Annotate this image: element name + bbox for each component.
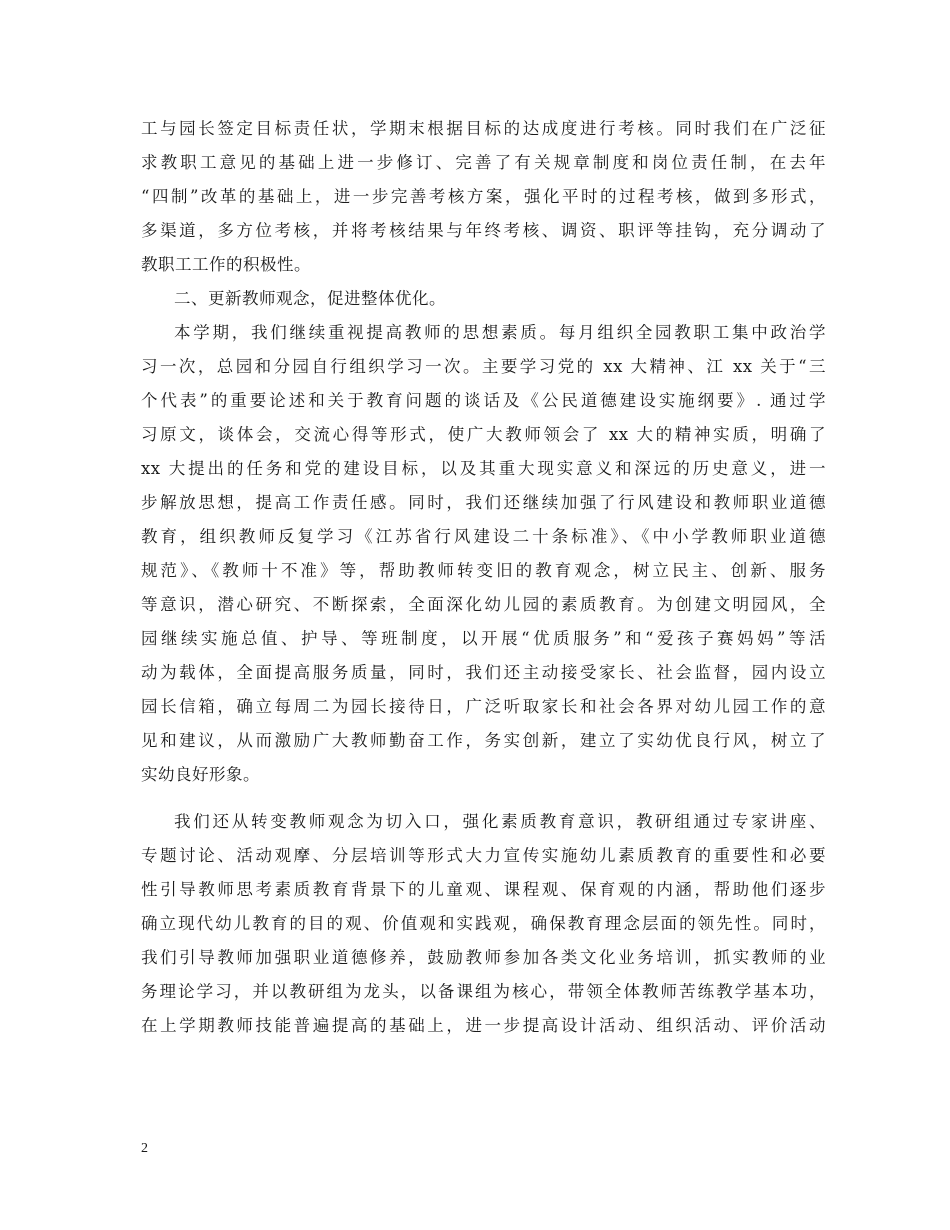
- paragraph-gap: [141, 792, 826, 805]
- text-line: 多渠道，多方位考核，并将考核结果与年终考核、调资、职评等挂钩，充分调动了: [141, 221, 826, 240]
- text-line: xx 大提出的任务和党的建设目标，以及其重大现实意义和深远的历史意义，进一: [141, 459, 826, 478]
- text-line: 习一次，总园和分园自行组织学习一次。主要学习党的 xx 大精神、江 xx 关于“三: [141, 357, 826, 376]
- text-line: 等意识，潜心研究、不断探索，全面深化幼儿园的素质教育。为创建文明园风，全: [141, 595, 826, 614]
- text-line: 习原文，谈体会，交流心得等形式，使广大教师领会了 xx 大的精神实质，明确了: [141, 425, 826, 444]
- text-line: 专题讨论、活动观摩、分层培训等形式大力宣传实施幼儿素质教育的重要性和必要: [141, 846, 826, 865]
- text-line: 步解放思想，提高工作责任感。同时，我们还继续加强了行风建设和教师职业道德: [141, 493, 826, 512]
- paragraph: [141, 805, 826, 1043]
- text-line: 工与园长签定目标责任状，学期末根据目标的达成度进行考核。同时我们在广泛征: [141, 119, 826, 138]
- text-line: 务理论学习，并以教研组为龙头，以备课组为核心，带领全体教师苦练教学基本功，: [141, 982, 826, 1001]
- text-line: 规范》、《教师十不准》等，帮助教师转变旧的教育观念，树立民主、创新、服务: [141, 561, 826, 580]
- text-line: 确立现代幼儿教育的目的观、价值观和实践观，确保教育理念层面的领先性。同时，: [141, 914, 826, 933]
- text-line: 我们还从转变教师观念为切入口，强化素质教育意识，教研组通过专家讲座、: [174, 812, 826, 831]
- document-body: [141, 112, 826, 1043]
- text-line: 个代表”的重要论述和关于教育问题的谈话及《公民道德建设实施纲要》. 通过学: [141, 391, 826, 410]
- text-line: “四制”改革的基础上，进一步完善考核方案，强化平时的过程考核，做到多形式，: [141, 187, 826, 206]
- page-number: 2: [141, 1141, 148, 1156]
- text-line: 教职工工作的积极性。: [141, 255, 311, 274]
- text-line: 教育，组织教师反复学习《江苏省行风建设二十条标准》、《中小学教师职业道德: [141, 527, 826, 546]
- text-line: 性引导教师思考素质教育背景下的儿童观、课程观、保育观的内涵，帮助他们逐步: [141, 880, 826, 899]
- text-line: 本学期，我们继续重视提高教师的思想素质。每月组织全园教职工集中政治学: [174, 323, 826, 342]
- text-line: 动为载体，全面提高服务质量，同时，我们还主动接受家长、社会监督，园内设立: [141, 663, 826, 682]
- text-line: 二、更新教师观念，促进整体优化。: [174, 289, 446, 308]
- text-line: 我们引导教师加强职业道德修养，鼓励教师参加各类文化业务培训，抓实教师的业: [141, 948, 826, 967]
- paragraph: [141, 316, 826, 792]
- text-line: 求教职工意见的基础上进一步修订、完善了有关规章制度和岗位责任制，在去年: [141, 153, 826, 172]
- section-heading: [141, 282, 826, 316]
- paragraph: [141, 112, 826, 282]
- text-line: 在上学期教师技能普遍提高的基础上，进一步提高设计活动、组织活动、评价活动: [141, 1016, 826, 1035]
- text-line: 见和建议，从而激励广大教师勤奋工作，务实创新，建立了实幼优良行风，树立了: [141, 731, 826, 750]
- text-line: 园继续实施总值、护导、等班制度，以开展“优质服务”和“爱孩子赛妈妈”等活: [141, 629, 826, 648]
- text-line: 实幼良好形象。: [141, 765, 260, 784]
- text-line: 园长信箱，确立每周二为园长接待日，广泛听取家长和社会各界对幼儿园工作的意: [141, 697, 826, 716]
